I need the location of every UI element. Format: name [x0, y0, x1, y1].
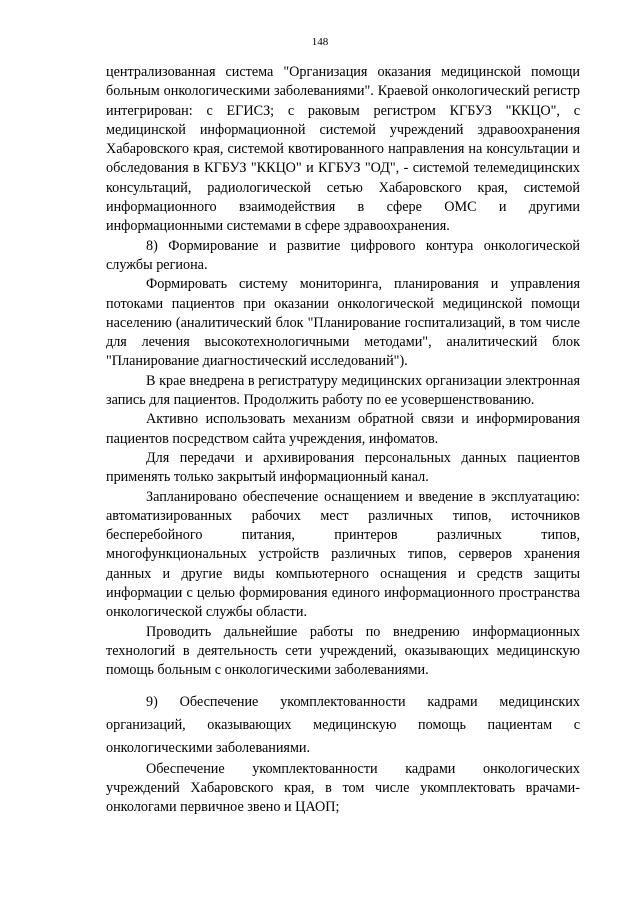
paragraph-equipment-plan: Запланировано обеспечение оснащением и введение в эксплуатацию: автоматизированных рабочих мест различных типов, источников бесперебойного питания, принтеров различных типов, многофункциональных устройств различных типов, серверов хранения данных и другие виды компьютерного оснащения и средств защиты информации с целью формирования единого информационного пространства онкологической службы области. [106, 488, 580, 621]
paragraph-item-8-heading: 8) Формирование и развитие цифрового контура онкологической службы региона. [106, 237, 580, 273]
paragraph-data-transfer: Для передачи и архивирования персональных данных пациентов применять только закрытый информационный канал. [106, 449, 580, 486]
paragraph-item-9-heading: 9) Обеспечение укомплектованности кадрами медицинских организаций, оказывающих медицинскую помощь пациентам с онкологическими заболеваниями. [106, 693, 580, 756]
document-body [106, 63, 580, 817]
paragraph-electronic-registration: В крае внедрена в регистратуру медицинских организации электронная запись для пациентов. Продолжить работу по ее усовершенствованию. [106, 372, 580, 409]
paragraph-it-implementation: Проводить дальнейшие работы по внедрению информационных технологий в деятельность сети учреждений, оказывающих медицинскую помощь больным с онкологическими заболеваниями. [106, 623, 580, 679]
paragraph-feedback-mechanism: Активно использовать механизм обратной связи и информирования пациентов посредством сайта учреждения, инфоматов. [106, 411, 580, 447]
paragraph-registry-integration: централизованная система "Организация оказания медицинской помощи больным онкологическими заболеваниями". Краевой онкологический регистр интегрирован: с ЕГИСЗ; с раковым регистром КГБУЗ "ККЦО", с медицинской информационной системой учреждений здравоохранения Хабаровского края, системой квотированного направления на консультации и обследования в КГБУЗ "ККЦО" и КГБУЗ "ОД", - системой телемедицинских консультаций, радиологической сетью Хабаровского края, системой информационного взаимодействия в сфере ОМС и другими информационными системами в сфере здравоохранения. [106, 64, 580, 235]
paragraph-staffing: Обеспечение укомплектованности кадрами онкологических учреждений Хабаровского края, в том числе укомплектовать врачами-онкологами первичное звено и ЦАОП; [106, 760, 580, 816]
page-number: 148 [311, 36, 329, 48]
paragraph-monitoring-system: Формировать систему мониторинга, планирования и управления потоками пациентов при оказании онкологической медицинской помощи населению (аналитический блок "Планирование госпитализаций, в том числе для лечения высокотехнологичными методами", аналитический блок "Планирование диагностический исследований"). [106, 276, 580, 370]
